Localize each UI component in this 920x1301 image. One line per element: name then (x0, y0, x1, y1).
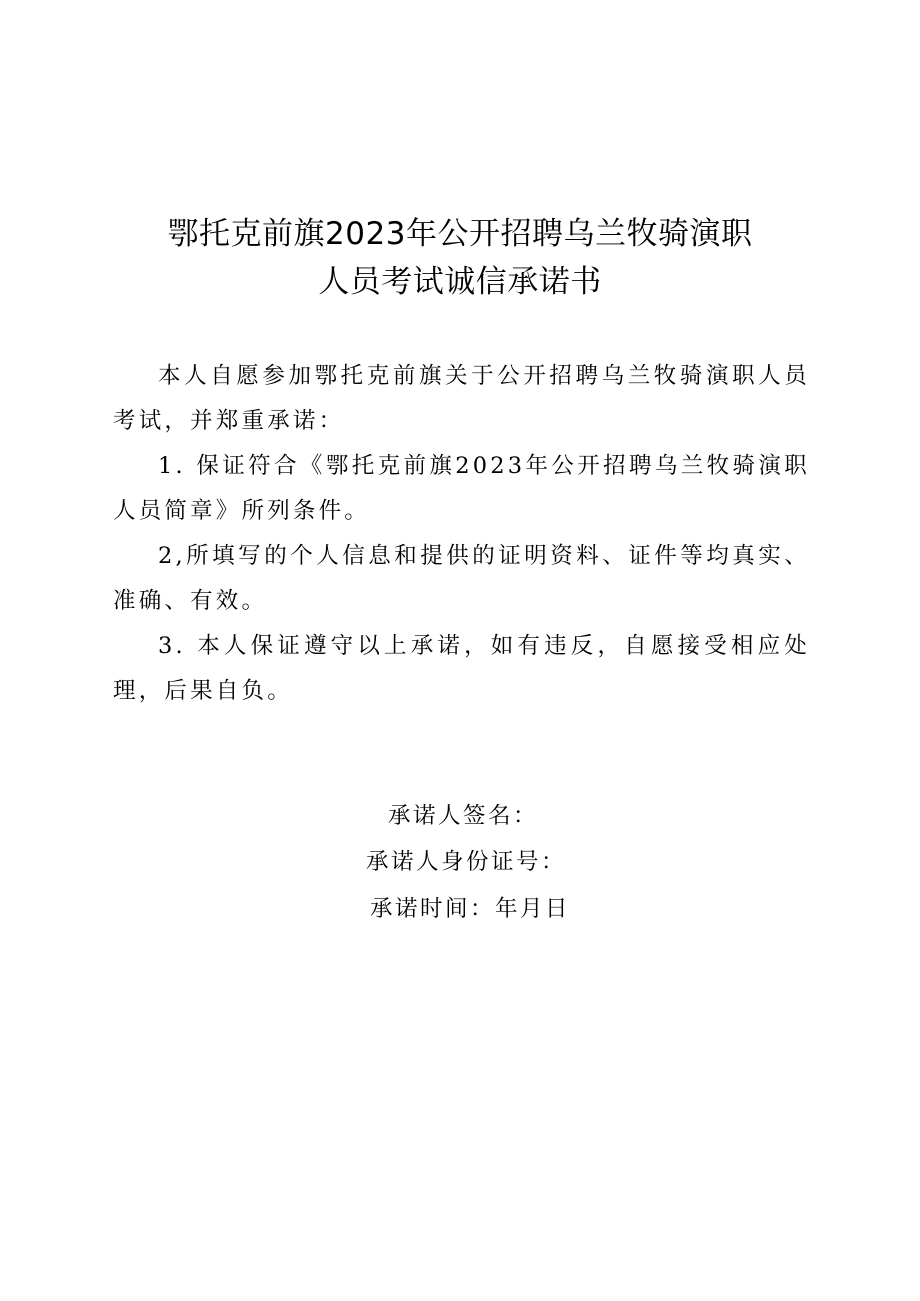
document-title-line-2: 人员考试诚信承诺书 (318, 264, 602, 300)
paragraph-intro: 本人自愿参加鄂托克前旗关于公开招聘乌兰牧骑演职人员考试，并郑重承诺： (113, 363, 810, 434)
document-body (113, 354, 810, 714)
document-title-line-1: 鄂托克前旗2023年公开招聘乌兰牧骑演职 (167, 216, 753, 252)
commitment-date-label: 承诺时间：年月日 (370, 896, 571, 922)
paragraph-item-1: 1. 保证符合《鄂托克前旗2023年公开招聘乌兰牧骑演职人员简章》所列条件。 (113, 453, 810, 524)
paragraph-item-3: 3. 本人保证遵守以上承诺，如有违反，自愿接受相应处理，后果自负。 (113, 633, 810, 704)
paragraph-item-2: 2,所填写的个人信息和提供的证明资料、证件等均真实、准确、有效。 (113, 543, 810, 614)
signer-signature-label: 承诺人签名： (388, 803, 539, 829)
signer-id-number-label: 承诺人身份证号： (366, 849, 567, 875)
